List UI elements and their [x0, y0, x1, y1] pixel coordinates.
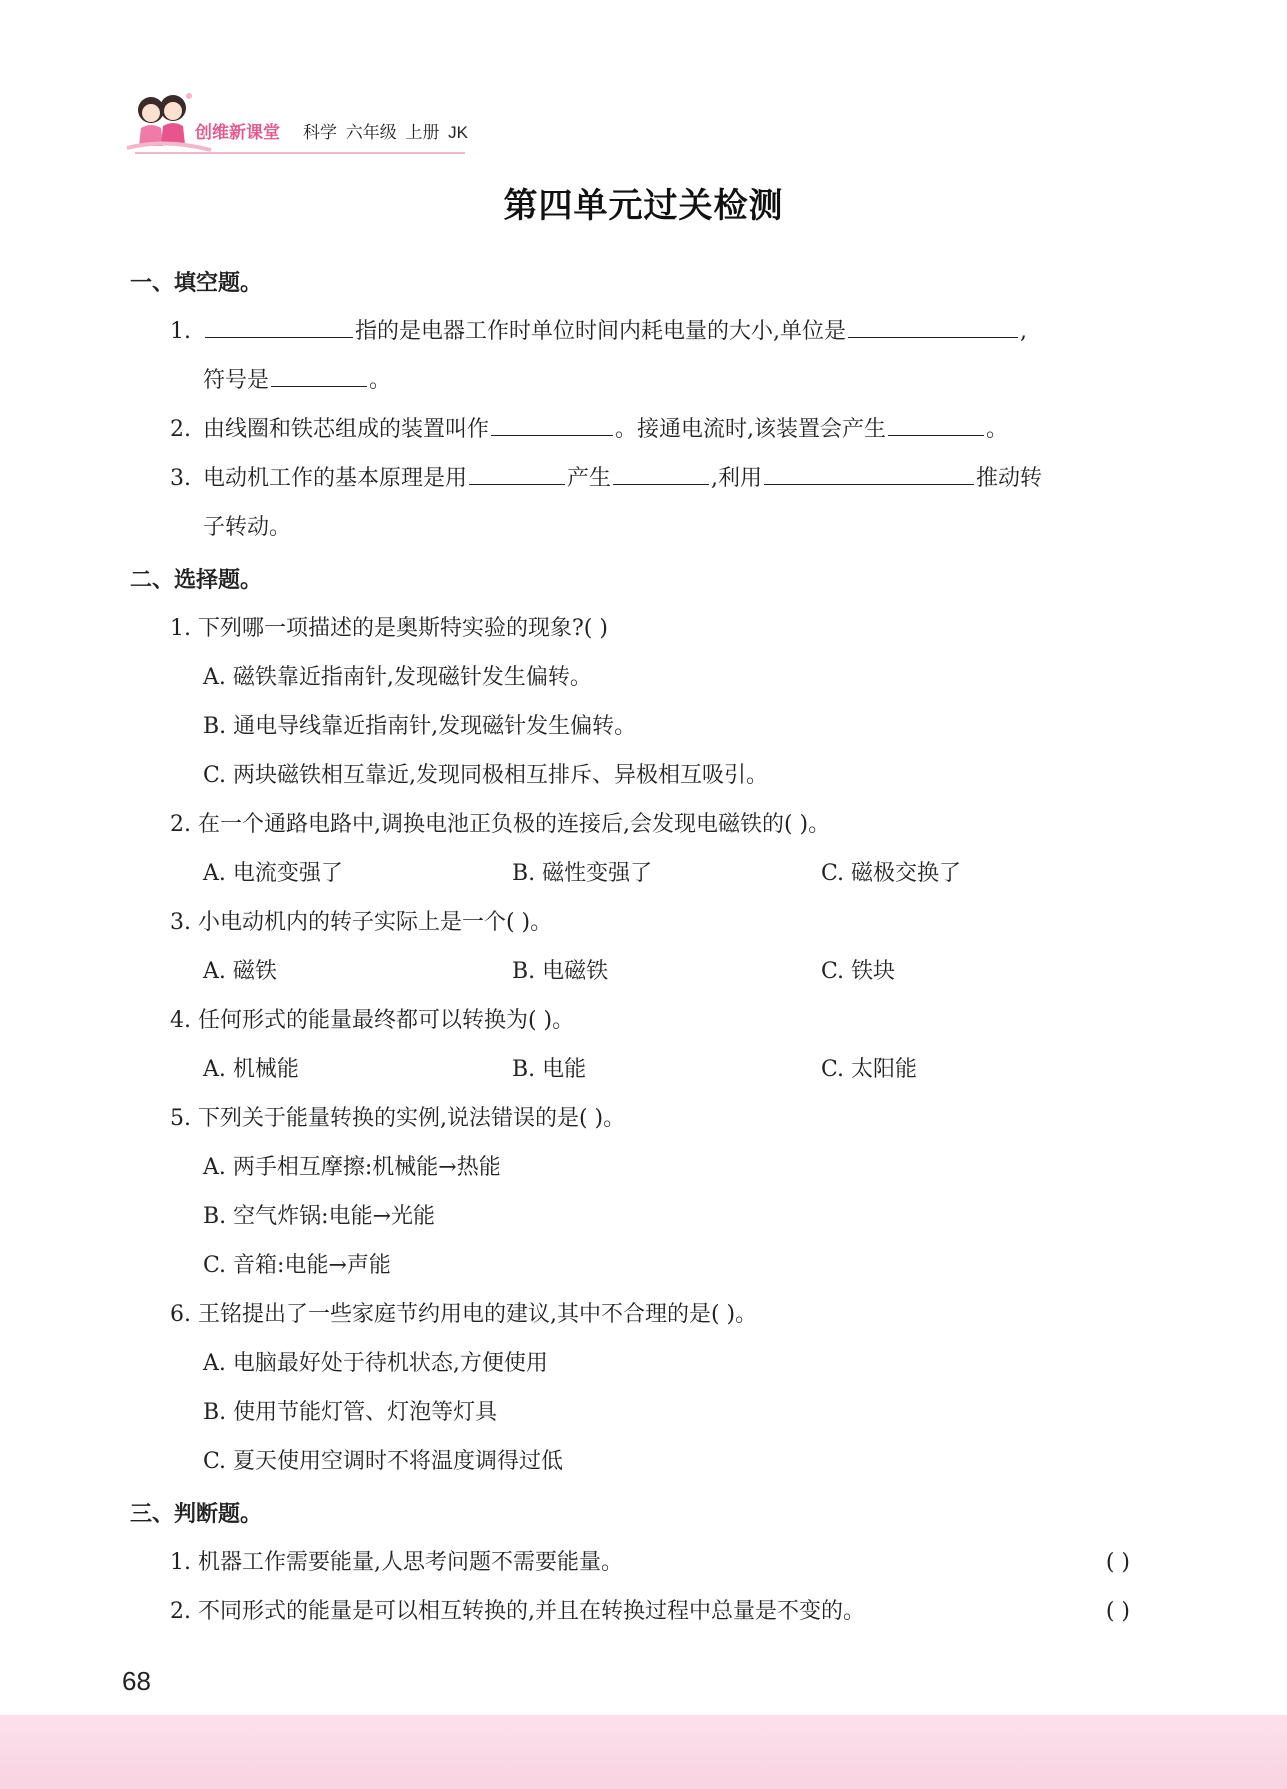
choice-question-5: 5. 下列关于能量转换的实例,说法错误的是( )。 [170, 1106, 626, 1131]
choice-question-1: 1. 下列哪一项描述的是奥斯特实验的现象?( ) [170, 616, 608, 641]
answer-blank[interactable] [613, 462, 709, 485]
answer-parentheses[interactable]: ( ) [1105, 1599, 1130, 1624]
brand-name: 创维新课堂 [195, 123, 280, 142]
choice-option[interactable]: A. 磁铁 [203, 959, 277, 984]
choice-option[interactable]: B. 空气炸锅:电能→光能 [203, 1204, 435, 1229]
choice-option[interactable]: C. 太阳能 [821, 1057, 918, 1082]
answer-blank[interactable] [205, 315, 353, 338]
page-title: 第四单元过关检测 [503, 186, 784, 226]
judge-question-1: 1. 机器工作需要能量,人思考问题不需要能量。 ( ) [130, 1538, 1130, 1587]
page-header [125, 88, 469, 158]
choice-option[interactable]: B. 通电导线靠近指南针,发现磁针发生偏转。 [203, 714, 637, 739]
choice-option[interactable]: B. 磁性变强了 [512, 861, 653, 886]
fill-question-3: 3. 电动机工作的基本原理是用 产生 ,利用 推动转 [130, 454, 1130, 503]
choice-option[interactable]: C. 铁块 [821, 959, 896, 984]
section-judge-heading: 三、判断题。 [130, 1502, 263, 1527]
choice-question-4: 4. 任何形式的能量最终都可以转换为( )。 [170, 1008, 575, 1033]
choice-option[interactable]: A. 电脑最好处于待机状态,方便使用 [203, 1351, 548, 1376]
answer-blank[interactable] [848, 315, 1018, 338]
choice-option[interactable]: A. 电流变强了 [203, 861, 343, 886]
choice-option[interactable]: B. 电能 [512, 1057, 587, 1082]
subject-info: 科学 六年级 上册 JK [303, 123, 469, 142]
section-choice-heading: 二、选择题。 [130, 568, 263, 593]
choice-options-row [130, 947, 1130, 996]
choice-options-row [130, 1045, 1130, 1094]
worksheet-content [130, 255, 1130, 1636]
choice-option[interactable]: A. 两手相互摩擦:机械能→热能 [203, 1155, 501, 1180]
fill-question-2: 2. 由线圈和铁芯组成的装置叫作 。接通电流时,该装置会产生 。 [130, 405, 1130, 454]
choice-option[interactable]: A. 机械能 [203, 1057, 299, 1082]
judge-question-2: 2. 不同形式的能量是可以相互转换的,并且在转换过程中总量是不变的。 ( ) [130, 1587, 1130, 1636]
answer-blank[interactable] [469, 462, 565, 485]
footer-band [0, 1715, 1287, 1789]
fill-question-1: 1. 指的是电器工作时单位时间内耗电量的大小,单位是 , [130, 307, 1130, 356]
answer-blank[interactable] [271, 364, 367, 387]
choice-question-3: 3. 小电动机内的转子实际上是一个( )。 [170, 910, 553, 935]
page-number: 68 [122, 1666, 151, 1696]
choice-options-row [130, 849, 1130, 898]
fill-question-1-cont: 符号是 。 [130, 356, 1130, 405]
choice-option[interactable]: C. 两块磁铁相互靠近,发现同极相互排斥、异极相互吸引。 [203, 763, 769, 788]
choice-question-2: 2. 在一个通路电路中,调换电池正负极的连接后,会发现电磁铁的( )。 [170, 812, 831, 837]
answer-blank[interactable] [491, 413, 613, 436]
section-fill-blank-heading: 一、填空题。 [130, 271, 263, 296]
choice-option[interactable]: B. 使用节能灯管、灯泡等灯具 [203, 1400, 498, 1425]
answer-parentheses[interactable]: ( ) [1105, 1550, 1130, 1575]
choice-option[interactable]: C. 磁极交换了 [821, 861, 962, 886]
header-divider [135, 152, 465, 154]
answer-blank[interactable] [764, 462, 974, 485]
choice-option[interactable]: C. 音箱:电能→声能 [203, 1253, 391, 1278]
choice-question-6: 6. 王铭提出了一些家庭节约用电的建议,其中不合理的是( )。 [170, 1302, 758, 1327]
choice-option[interactable]: A. 磁铁靠近指南针,发现磁针发生偏转。 [203, 665, 592, 690]
answer-blank[interactable] [888, 413, 984, 436]
choice-option[interactable]: B. 电磁铁 [512, 959, 609, 984]
choice-option[interactable]: C. 夏天使用空调时不将温度调得过低 [203, 1449, 564, 1474]
fill-question-3-cont: 子转动。 [203, 515, 292, 540]
